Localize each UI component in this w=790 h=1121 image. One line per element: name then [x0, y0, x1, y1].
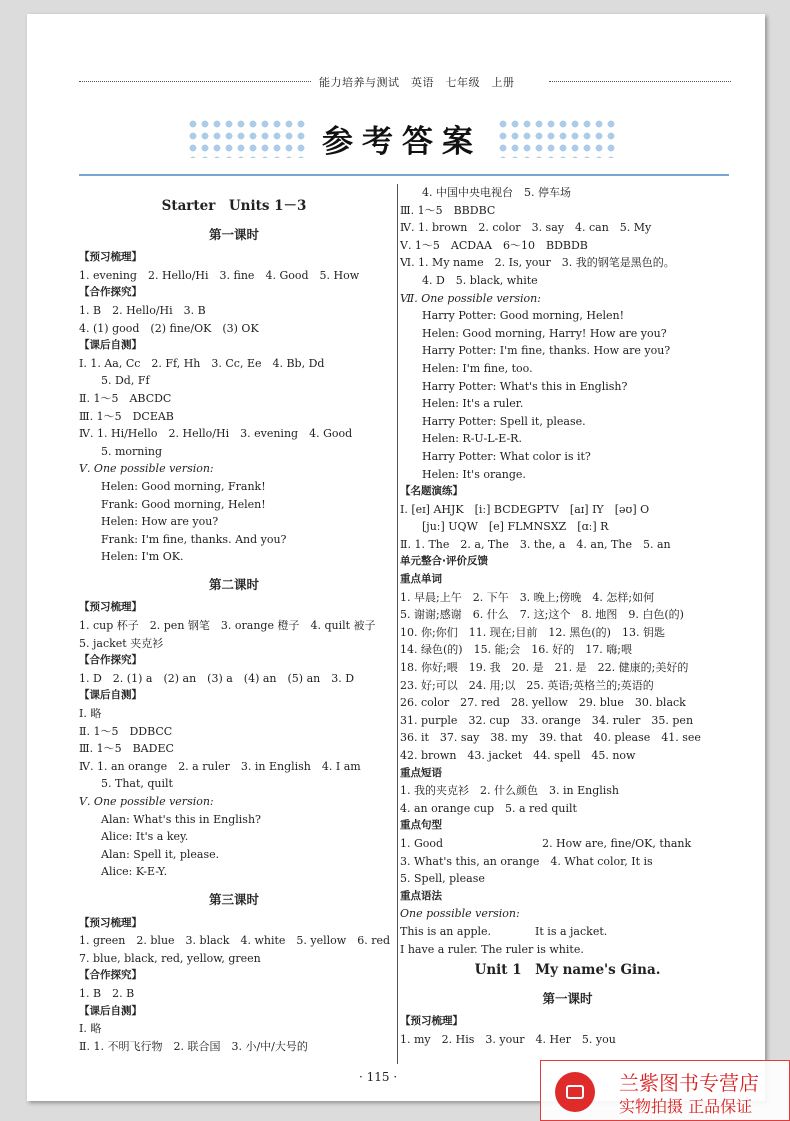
- answer-line-indented: Helen: Good morning, Frank!: [101, 479, 266, 493]
- answer-line-indented: Harry Potter: Good morning, Helen!: [422, 309, 625, 323]
- answer-line: 7. blue, black, red, yellow, green: [79, 951, 261, 965]
- answer-line: 5. Spell, please: [400, 872, 485, 886]
- answer-line-indented: 5. That, quilt: [101, 777, 173, 791]
- answer-line-indented: [juː] UQW [e] FLMNSXZ [ɑː] R: [422, 520, 609, 534]
- answer-line-indented: Harry Potter: What's this in English?: [422, 379, 628, 393]
- answer-line-indented: Helen: Good morning, Harry! How are you?: [422, 326, 667, 340]
- section-heading: 【课后自测】: [79, 1004, 142, 1017]
- answer-line: 26. color 27. red 28. yellow 29. blue 30. black: [400, 696, 686, 710]
- answer-line: 42. brown 43. jacket 44. spell 45. now: [400, 749, 636, 762]
- section-heading: 【合作探究】: [79, 969, 142, 982]
- answer-line-indented: Helen: R-U-L-E-R.: [422, 432, 522, 446]
- watermark-line1: 兰紫图书专营店: [619, 1071, 759, 1095]
- answer-line: Ⅵ. 1. My name 2. Is, your 3. 我的钢笔是黑色的。: [400, 256, 675, 270]
- answer-line: 1. evening 2. Hello/Hi 3. fine 4. Good 5. How: [79, 268, 360, 282]
- title-banner: [187, 110, 597, 168]
- lesson-heading: 第二课时: [208, 576, 259, 592]
- answer-line: 1. B 2. B: [79, 986, 135, 1000]
- answer-line: 3. What's this, an orange 4. What color, It is: [400, 854, 653, 868]
- answer-line-indented: Harry Potter: What color is it?: [422, 449, 591, 463]
- answer-line: 1. Good 2. How are, fine/OK, thank: [400, 836, 692, 850]
- header-title: 能力培养与测试 英语 七年级 上册: [319, 76, 515, 89]
- unit-heading: Starter Units 1－3: [161, 198, 307, 214]
- answer-line-indented: Helen: I'm fine, too.: [422, 361, 533, 375]
- answer-line-indented: 5. Dd, Ff: [101, 374, 150, 388]
- answer-line-indented: Helen: It's a ruler.: [422, 397, 524, 411]
- answer-line-indented: Alice: K-E-Y.: [101, 865, 168, 879]
- answer-line: Ⅲ. 1～5 BADEC: [79, 742, 174, 756]
- answer-line: 14. 绿色(的) 15. 能;会 16. 好的 17. 嗨;喂: [400, 643, 632, 657]
- section-heading: 重点句型: [400, 819, 442, 832]
- section-heading: 【预习梳理】: [400, 1015, 463, 1028]
- watermark-line2: 实物拍摄 正品保证: [619, 1097, 753, 1116]
- answer-line-indented: Alan: What's this in English?: [101, 812, 261, 826]
- section-heading: 重点单词: [400, 573, 442, 586]
- answer-line: 31. purple 32. cup 33. orange 34. ruler 35. pen: [400, 713, 694, 727]
- answer-line: Ⅲ. 1～5 DCEAB: [79, 409, 174, 423]
- answer-line: 5. jacket 夹克衫: [79, 636, 164, 650]
- page-number: · 115 ·: [359, 1070, 398, 1084]
- answer-line-indented: Harry Potter: Spell it, please.: [422, 414, 586, 428]
- answer-line: I have a ruler. The ruler is white.: [400, 942, 584, 956]
- answer-line: Ⅱ. 1. 不明飞行物 2. 联合国 3. 小/中/大号的: [79, 1039, 308, 1053]
- answer-line: Ⅴ. 1～5 ACDAA 6～10 BDBDB: [400, 238, 588, 252]
- section-heading: 【课后自测】: [79, 689, 142, 702]
- answer-line-indented: Helen: I'm OK.: [101, 550, 184, 564]
- lesson-heading: 第一课时: [208, 226, 259, 242]
- section-heading: 单元整合·评价反馈: [400, 555, 488, 568]
- answer-line: 1. my 2. His 3. your 4. Her 5. you: [400, 1032, 616, 1046]
- answer-line: Ⅱ. 1. The 2. a, The 3. the, a 4. an, The 5. an: [400, 537, 671, 551]
- answer-line: 10. 你;你们 11. 现在;目前 12. 黑色(的) 13. 钥匙: [400, 625, 665, 639]
- banner-dots-right: [497, 118, 617, 158]
- answer-line: Ⅴ. One possible version:: [79, 462, 214, 476]
- header-dotted-rule-left: [79, 81, 311, 82]
- answer-line-indented: 4. 中国中央电视台 5. 停车场: [422, 186, 571, 199]
- answer-line: Ⅲ. 1～5 BBDBC: [400, 203, 496, 217]
- lesson-heading: 第三课时: [208, 891, 259, 907]
- answer-line: One possible version:: [400, 907, 520, 921]
- section-heading: 【预习梳理】: [79, 916, 142, 929]
- right-column: [400, 184, 735, 1049]
- answer-line: 1. B 2. Hello/Hi 3. B: [79, 303, 206, 317]
- lesson-heading: 第一课时: [542, 990, 593, 1006]
- answer-page: [27, 14, 765, 1101]
- store-watermark: [540, 1060, 790, 1121]
- camera-logo-icon: [555, 1072, 595, 1112]
- page-header: [79, 72, 731, 92]
- section-heading: 【预习梳理】: [79, 601, 142, 614]
- banner-dots-left: [187, 118, 307, 158]
- answer-line: 36. it 37. say 38. my 39. that 40. please 41. see: [400, 731, 701, 745]
- answer-line: 23. 好;可以 24. 用;以 25. 英语;英格兰的;英语的: [400, 678, 654, 692]
- answer-line: Ⅳ. 1. brown 2. color 3. say 4. can 5. My: [400, 221, 652, 235]
- section-heading: 重点短语: [400, 766, 442, 779]
- unit-heading: Unit 1 My name's Gina.: [474, 962, 661, 979]
- title-underline: [79, 174, 729, 176]
- answer-line: 4. an orange cup 5. a red quilt: [400, 801, 577, 815]
- answer-line: 1. green 2. blue 3. black 4. white 5. yellow 6. red: [79, 934, 391, 948]
- answer-line: 18. 你好;喂 19. 我 20. 是 21. 是 22. 健康的;美好的: [400, 661, 689, 675]
- section-heading: 【合作探究】: [79, 286, 142, 299]
- answer-line: Ⅳ. 1. an orange 2. a ruler 3. in English 4. I am: [79, 759, 361, 773]
- column-divider: [397, 184, 398, 1064]
- answer-line-indented: 5. morning: [101, 444, 163, 458]
- answer-line: 4. (1) good (2) fine/OK (3) OK: [79, 321, 259, 335]
- answer-line-indented: Frank: I'm fine, thanks. And you?: [101, 532, 287, 546]
- answer-line: Ⅶ. One possible version:: [400, 291, 541, 305]
- answer-line: Ⅰ. 略: [79, 1022, 102, 1036]
- banner-title: 参考答案: [322, 124, 482, 160]
- section-heading: 【名题演练】: [400, 485, 463, 498]
- answer-line: Ⅰ. 1. Aa, Cc 2. Ff, Hh 3. Cc, Ee 4. Bb, Dd: [79, 356, 325, 370]
- answer-line: Ⅱ. 1～5 DDBCC: [79, 724, 173, 738]
- answer-line: 1. 早晨;上午 2. 下午 3. 晚上;傍晚 4. 怎样;如何: [400, 590, 655, 604]
- left-column: [79, 194, 389, 1055]
- answer-line: Ⅳ. 1. Hi/Hello 2. Hello/Hi 3. evening 4. Good: [79, 427, 353, 441]
- answer-line-indented: Frank: Good morning, Helen!: [101, 497, 266, 511]
- answer-line: Ⅰ. 略: [79, 707, 102, 721]
- answer-line-indented: Helen: It's orange.: [422, 467, 526, 481]
- section-heading: 【预习梳理】: [79, 251, 142, 264]
- section-heading: 【课后自测】: [79, 339, 142, 352]
- answer-line: Ⅱ. 1～5 ABCDC: [79, 391, 172, 405]
- answer-line-indented: Helen: How are you?: [101, 515, 219, 529]
- answer-line: 1. D 2. (1) a (2) an (3) a (4) an (5) an 3. D: [79, 671, 355, 685]
- answer-line: Ⅴ. One possible version:: [79, 795, 214, 808]
- answer-line-indented: Harry Potter: I'm fine, thanks. How are you?: [422, 344, 671, 358]
- header-dotted-rule-right: [549, 81, 731, 82]
- section-heading: 重点语法: [400, 889, 442, 902]
- answer-line-indented: Alice: It's a key.: [101, 830, 189, 844]
- answer-line: This is an apple. It is a jacket.: [400, 924, 608, 938]
- answer-line-indented: Alan: Spell it, please.: [101, 847, 220, 861]
- answer-line: 1. 我的夹克衫 2. 什么颜色 3. in English: [400, 784, 619, 798]
- answer-line: Ⅰ. [eɪ] AHJK [iː] BCDEGPTV [aɪ] IY [əʊ] O: [400, 502, 650, 516]
- answer-line-indented: 4. D 5. black, white: [422, 273, 538, 287]
- section-heading: 【合作探究】: [79, 654, 142, 667]
- answer-line: 1. cup 杯子 2. pen 钢笔 3. orange 橙子 4. quilt 被子: [79, 619, 376, 633]
- answer-line: 5. 谢谢;感谢 6. 什么 7. 这;这个 8. 地图 9. 白色(的): [400, 608, 684, 622]
